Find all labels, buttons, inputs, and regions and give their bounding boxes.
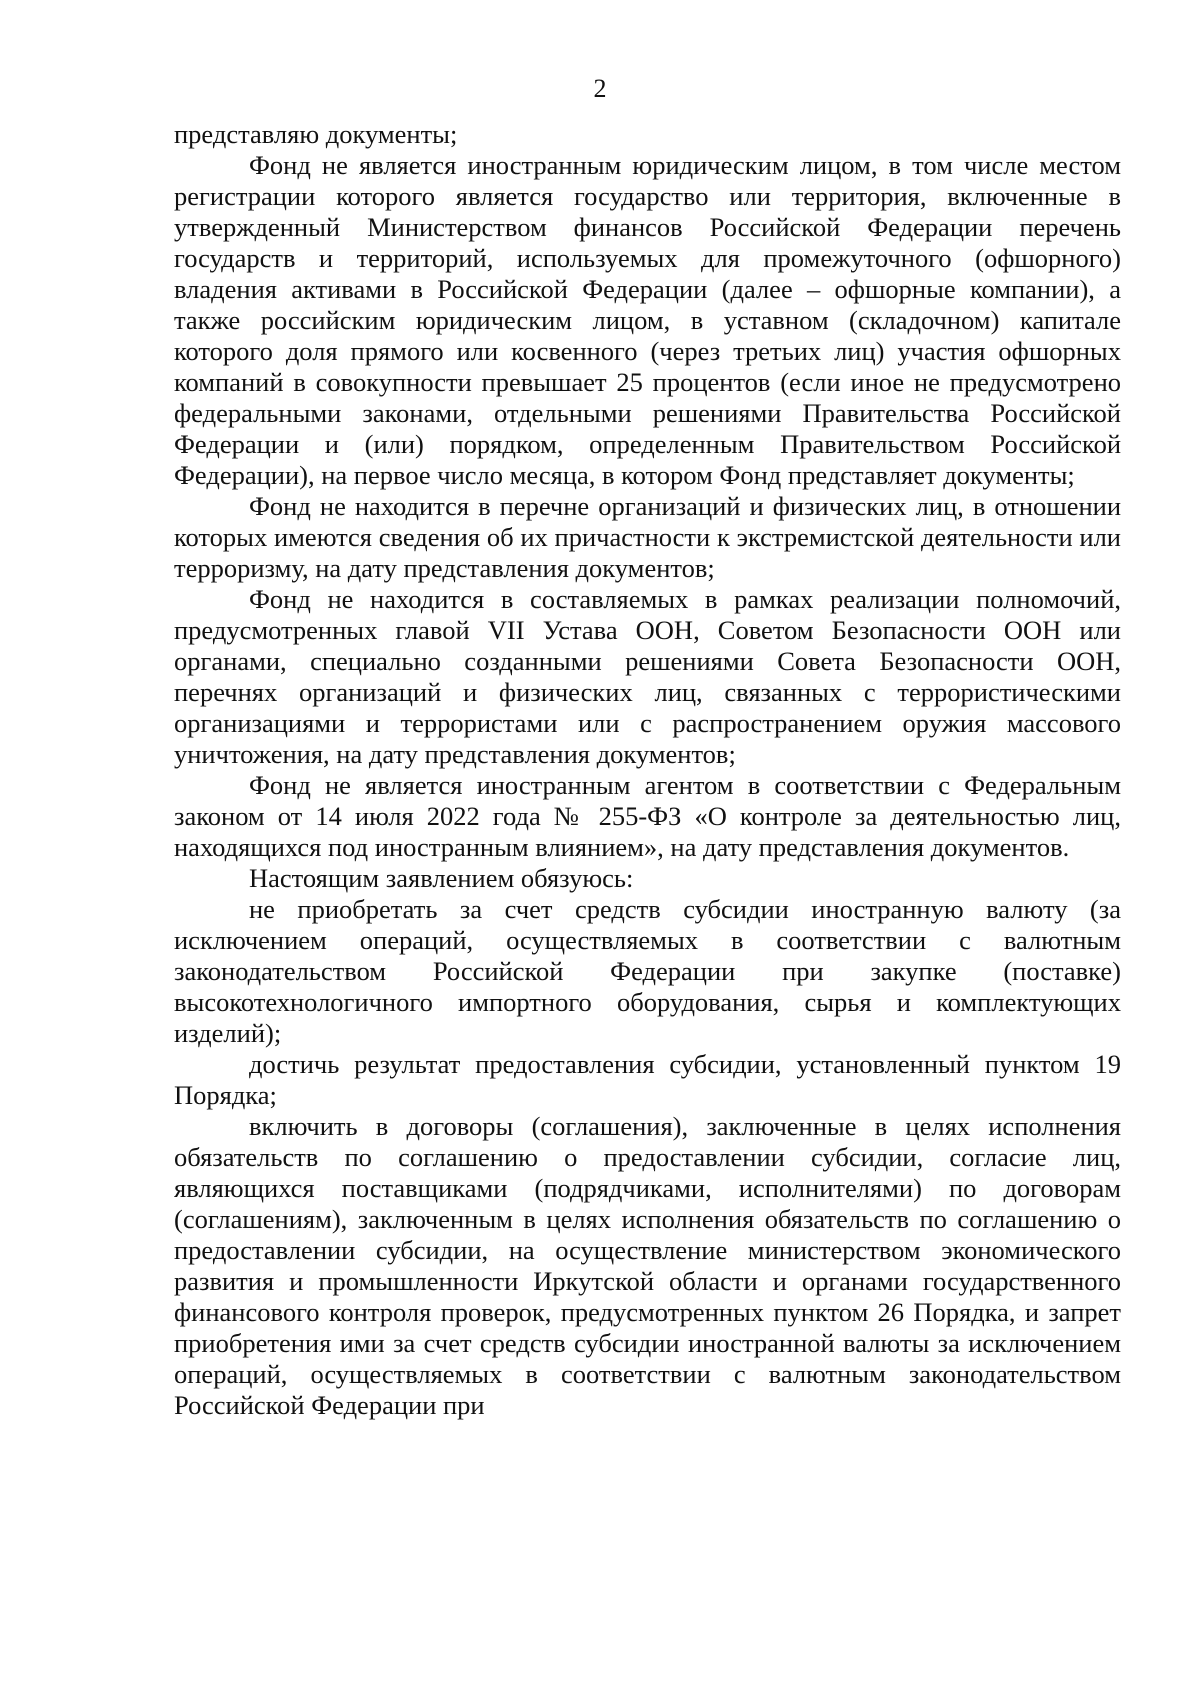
page-number: 2 [593,74,607,103]
paragraph-no-foreign-currency: не приобретать за счет средств субсидии иностранную валюту (за исключением операций, осуществляемых в соответствии с валютным законодательством Российской Федерации при закупке (поставке) высокотехнологичного импортного оборудования, сырья и комплектующих изделий); [174,894,1121,1048]
document-body [174,119,1121,1421]
paragraph-offshore-status: Фонд не является иностранным юридическим лицом, в том числе местом регистрации которого является государство или территория, включенные в утвержденный Министерством финансов Российской Федерации перечень государств и территорий, используемых для промежуточного (офшорного) владения активами в Российской Федерации (далее – офшорные компании), а также российским юридическим лицом, в уставном (складочном) капитале которого доля прямого или косвенного (через третьих лиц) участия офшорных компаний в совокупности превышает 25 процентов (если иное не предусмотрено федеральными законами, отдельными решениями Правительства Российской Федерации и (или) порядком, определенным Правительством Российской Федерации), на первое число месяца, в котором Фонд представляет документы; [174,150,1121,490]
paragraph-obligations-heading: Настоящим заявлением обязуюсь: [249,863,634,893]
paragraph-achieve-result: достичь результат предоставления субсидии, установленный пунктом 19 Порядка; [174,1049,1121,1110]
paragraph-un-sanctions-list: Фонд не находится в составляемых в рамках реализации полномочий, предусмотренных главой VII Устава ООН, Советом Безопасности ООН или органами, специально созданными решениями Совета Безопасности ООН, перечнях организаций и физических лиц, связанных с террористическими организациями и террористами или с распространением оружия массового уничтожения, на дату представления документов; [174,584,1121,769]
paragraph-extremism-list: Фонд не находится в перечне организаций и физических лиц, в отношении которых имеются сведения об их причастности к экстремистской деятельности или терроризму, на дату представления документов; [174,491,1121,583]
paragraph-continuation: представляю документы; [174,119,458,149]
paragraph-include-consent: включить в договоры (соглашения), заключенные в целях исполнения обязательств по соглашению о предоставлении субсидии, согласие лиц, являющихся поставщиками (подрядчиками, исполнителями) по договорам (соглашениям), заключенным в целях исполнения обязательств по соглашению о предоставлении субсидии, на осуществление министерством экономического развития и промышленности Иркутской области и органами государственного финансового контроля проверок, предусмотренных пунктом 26 Порядка, и запрет приобретения ими за счет средств субсидии иностранной валюты за исключением операций, осуществляемых в соответствии с валютным законодательством Российской Федерации при [174,1111,1121,1420]
paragraph-foreign-agent: Фонд не является иностранным агентом в соответствии с Федеральным законом от 14 июля 2022 года № 255-ФЗ «О контроле за деятельностью лиц, находящихся под иностранным влиянием», на дату представления документов. [174,770,1121,862]
